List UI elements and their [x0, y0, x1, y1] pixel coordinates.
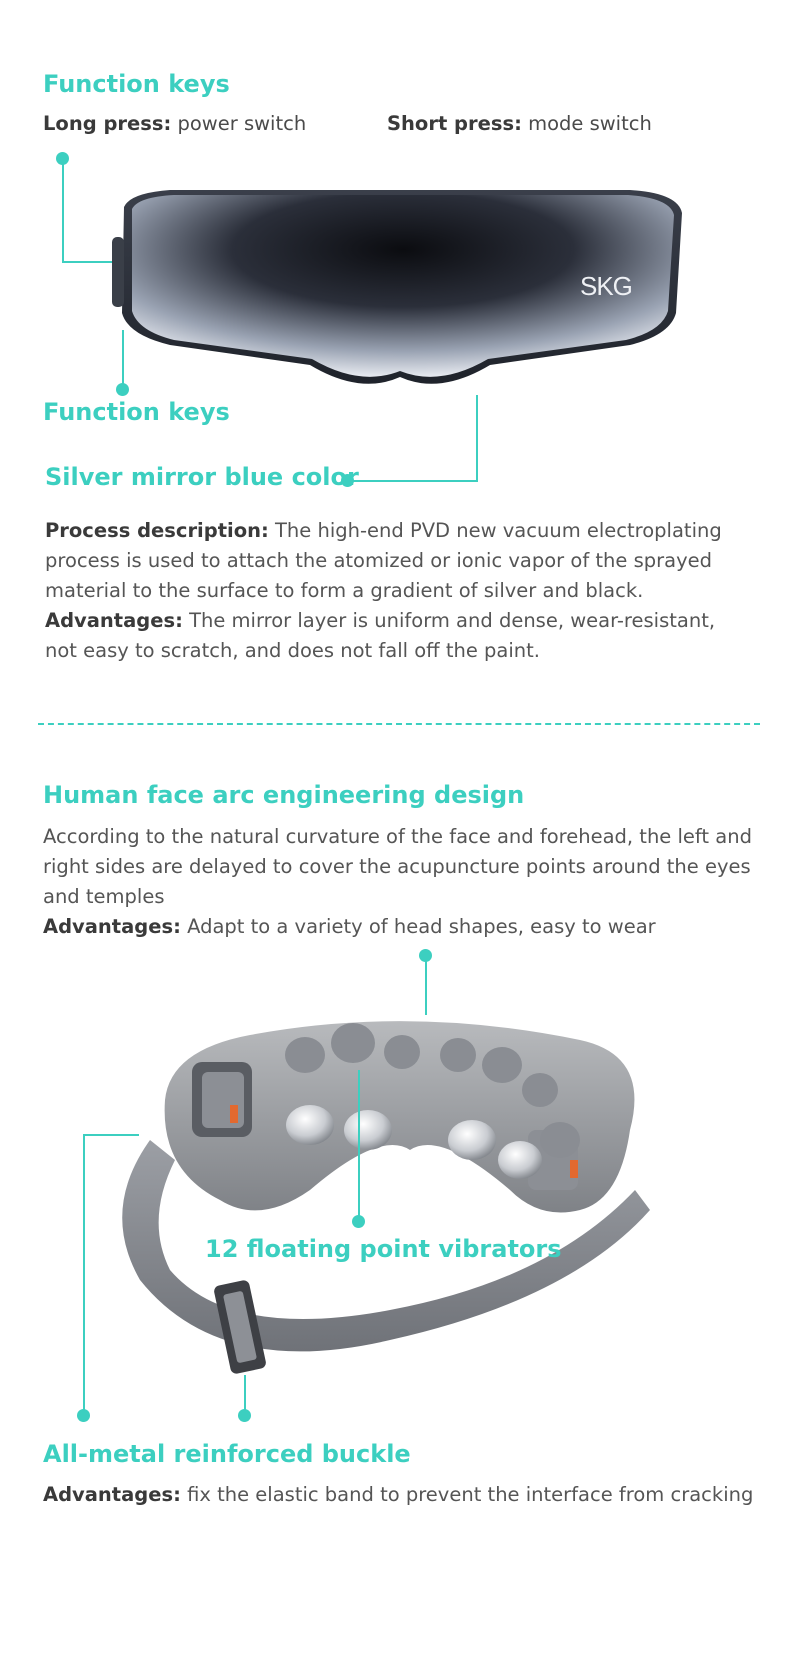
face-arc-description [43, 822, 753, 942]
callout-dot-bottom [116, 383, 129, 396]
callout-dot-vibrators [352, 1215, 365, 1228]
face-arc-text: According to the natural curvature of the face and forehead, the left and right sides are delayed to cover the acupuncture points around the eyes and temples [43, 825, 752, 908]
face-arc-adv-label: Advantages: [43, 915, 181, 938]
vibrators-label: 12 floating point vibrators [205, 1235, 562, 1263]
callout-line-band-v [83, 1134, 85, 1415]
face-arc-adv-text: Adapt to a variety of head shapes, easy to wear [187, 915, 656, 938]
buckle-advantages [43, 1480, 763, 1510]
buckle-adv-label: Advantages: [43, 1483, 181, 1506]
callout-line-band-h [83, 1134, 139, 1136]
color-title: Silver mirror blue color [45, 463, 359, 491]
callout-line-color-v [476, 395, 478, 481]
advantages-label: Advantages: [45, 609, 183, 632]
eye-mask-front-image [110, 185, 690, 395]
callout-line-vibrators [358, 1070, 360, 1220]
section-divider [38, 723, 760, 725]
short-press-label: Short press: [387, 112, 522, 135]
process-description [45, 516, 745, 666]
function-keys-title: Function keys [43, 70, 230, 98]
long-press-text: power switch [177, 112, 307, 135]
callout-line-color-h [350, 480, 478, 482]
eye-mask-back-image [110, 1010, 680, 1400]
buckle-adv-text: fix the elastic band to prevent the interface from cracking [187, 1483, 754, 1506]
process-label: Process description: [45, 519, 269, 542]
short-press-info [387, 112, 652, 135]
advantages-text: The mirror layer is uniform and dense, wear-resistant, not easy to scratch, and does not fall off the paint. [45, 609, 716, 662]
face-arc-title: Human face arc engineering design [43, 781, 525, 809]
power-button [112, 237, 124, 307]
short-press-text: mode switch [528, 112, 652, 135]
callout-line-bottom [122, 330, 124, 388]
function-keys-label: Function keys [43, 398, 230, 426]
long-press-info [43, 112, 306, 135]
callout-dot-buckle [238, 1409, 251, 1422]
process-text: The high-end PVD new vacuum electroplating process is used to attach the atomized or ionic vapor of the sprayed material to the surface to form a gradient of silver and black. [45, 519, 722, 602]
brand-logo: SKG [580, 271, 632, 301]
long-press-label: Long press: [43, 112, 172, 135]
callout-dot-band [77, 1409, 90, 1422]
callout-line-arc [425, 955, 427, 1015]
buckle-title: All-metal reinforced buckle [43, 1440, 411, 1468]
callout-line-top [62, 158, 64, 262]
